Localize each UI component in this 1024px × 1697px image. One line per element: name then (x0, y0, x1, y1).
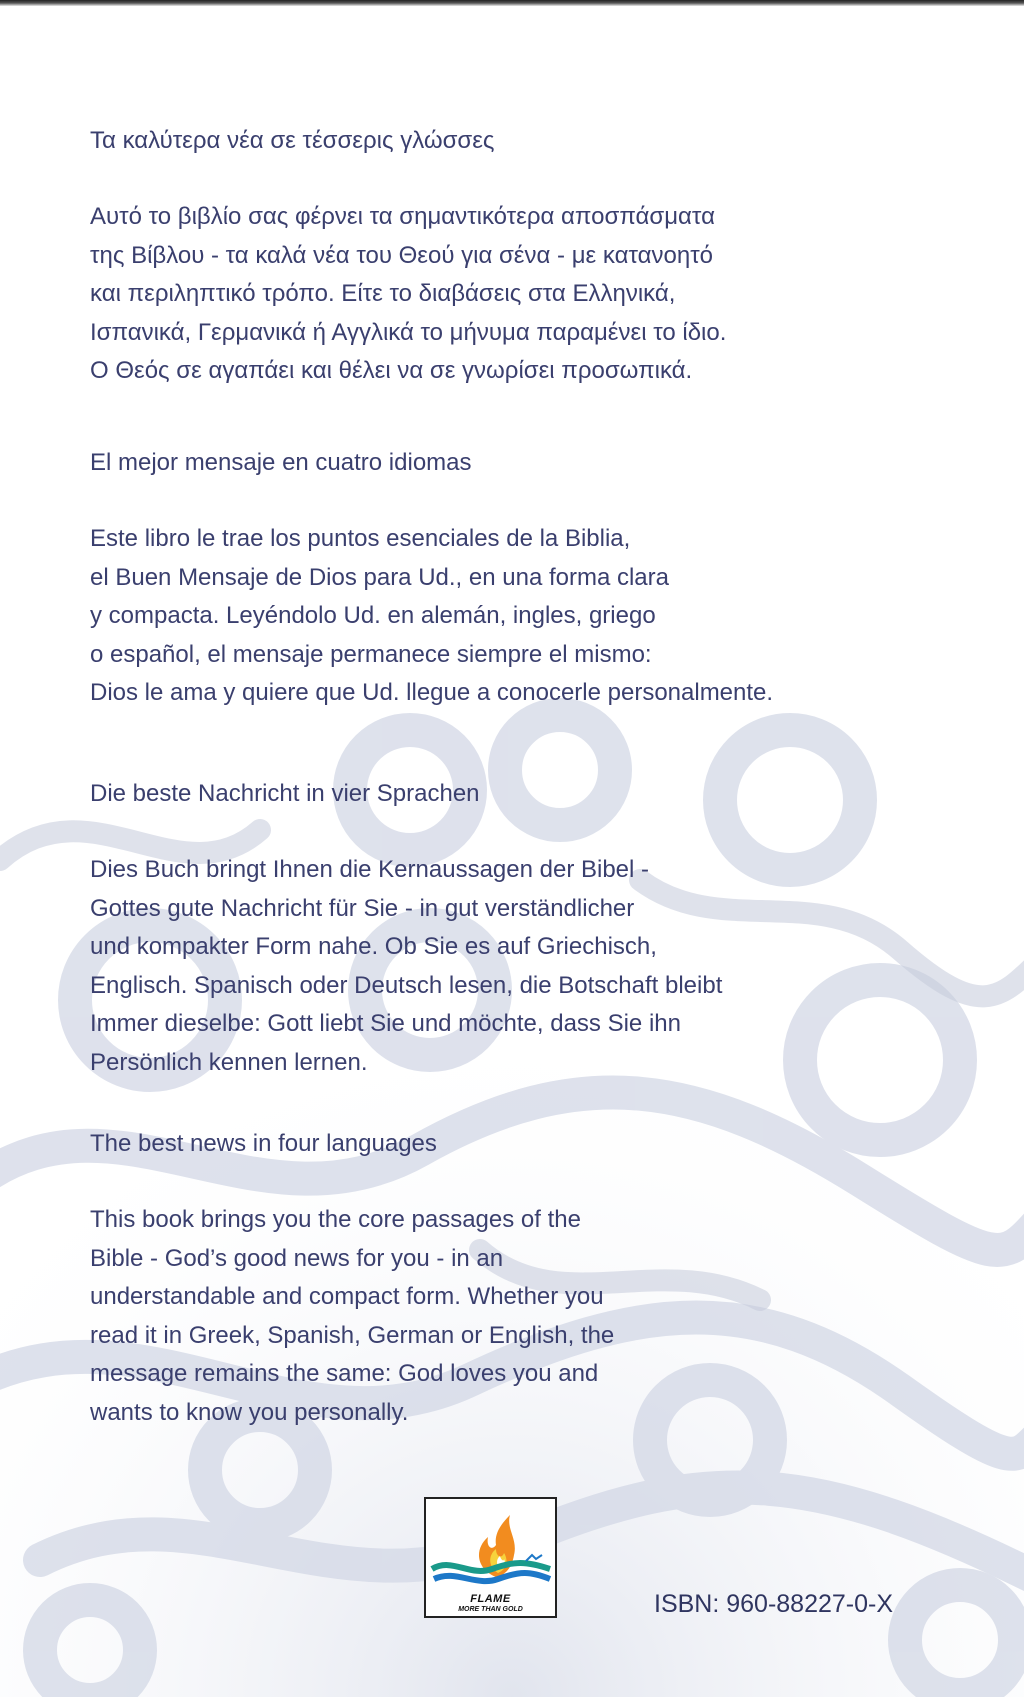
german-line: und kompakter Form nahe. Ob Sie es auf Griechisch, (90, 933, 657, 960)
spanish-paragraph (90, 520, 970, 713)
publisher-logo (424, 1497, 557, 1618)
english-section (90, 1127, 970, 1432)
german-paragraph (90, 851, 970, 1082)
english-line: wants to know you personally. (90, 1398, 409, 1426)
greek-line: και περιληπτικό τρόπο. Είτε το διαβάσεις στα Ελληνικά, (90, 280, 676, 307)
spanish-line: y compacta. Leyéndolo Ud. en alemán, ingles, griego (90, 602, 656, 629)
isbn-number: ISBN: 960-88227-0-X (654, 1590, 894, 1618)
german-heading: Die beste Nachricht in vier Sprachen (90, 780, 480, 807)
greek-line: Αυτό το βιβλίο σας φέρνει τα σημαντικότερα αποσπάσματα (90, 203, 715, 230)
german-line: Englisch. Spanisch oder Deutsch lesen, die Botschaft bleibt (90, 971, 723, 999)
english-line: understandable and compact form. Whether you (90, 1283, 604, 1310)
greek-paragraph (90, 198, 970, 391)
german-section (90, 777, 970, 1082)
german-line: Persönlich kennen lernen. (90, 1048, 368, 1076)
spanish-line: o español, el mensaje permanece siempre el mismo: (90, 640, 652, 668)
spanish-line: el Buen Mensaje de Dios para Ud., en una forma clara (90, 563, 669, 591)
greek-line: της Βίβλου - τα καλά νέα του Θεού για σένα - με κατανοητό (90, 241, 714, 269)
english-line: read it in Greek, Spanish, German or English, the (90, 1321, 615, 1349)
german-line: Dies Buch bringt Ihnen die Kernaussagen der Bibel - (90, 856, 650, 883)
english-line: Bible - God’s good news for you - in an (90, 1244, 504, 1272)
logo-name: FLAME (470, 1593, 511, 1605)
greek-heading: Τα καλύτερα νέα σε τέσσερις γλώσσες (90, 127, 495, 154)
german-line: Gottes gute Nachricht für Sie - in gut verständlicher (90, 894, 635, 922)
english-line: message remains the same: God loves you and (90, 1360, 599, 1387)
spanish-section (90, 446, 970, 713)
spanish-line: Dios le ama y quiere que Ud. llegue a conocerle personalmente. (90, 679, 774, 706)
german-line: Immer dieselbe: Gott liebt Sie und möchte, dass Sie ihn (90, 1010, 681, 1037)
logo-tagline: MORE THAN GOLD (458, 1606, 523, 1613)
spanish-heading: El mejor mensaje en cuatro idiomas (90, 449, 472, 476)
greek-line: Ισπανικά, Γερμανικά ή Αγγλικά το μήνυμα παραμένει το ίδιο. (90, 318, 727, 346)
greek-section (90, 124, 970, 391)
greek-line: Ο Θεός σε αγαπάει και θέλει να σε γνωρίσει προσωπικά. (90, 357, 693, 384)
spanish-line: Este libro le trae los puntos esenciales de la Biblia, (90, 525, 631, 552)
english-line: This book brings you the core passages of the (90, 1206, 581, 1233)
english-heading: The best news in four languages (90, 1130, 437, 1157)
english-paragraph (90, 1201, 970, 1432)
